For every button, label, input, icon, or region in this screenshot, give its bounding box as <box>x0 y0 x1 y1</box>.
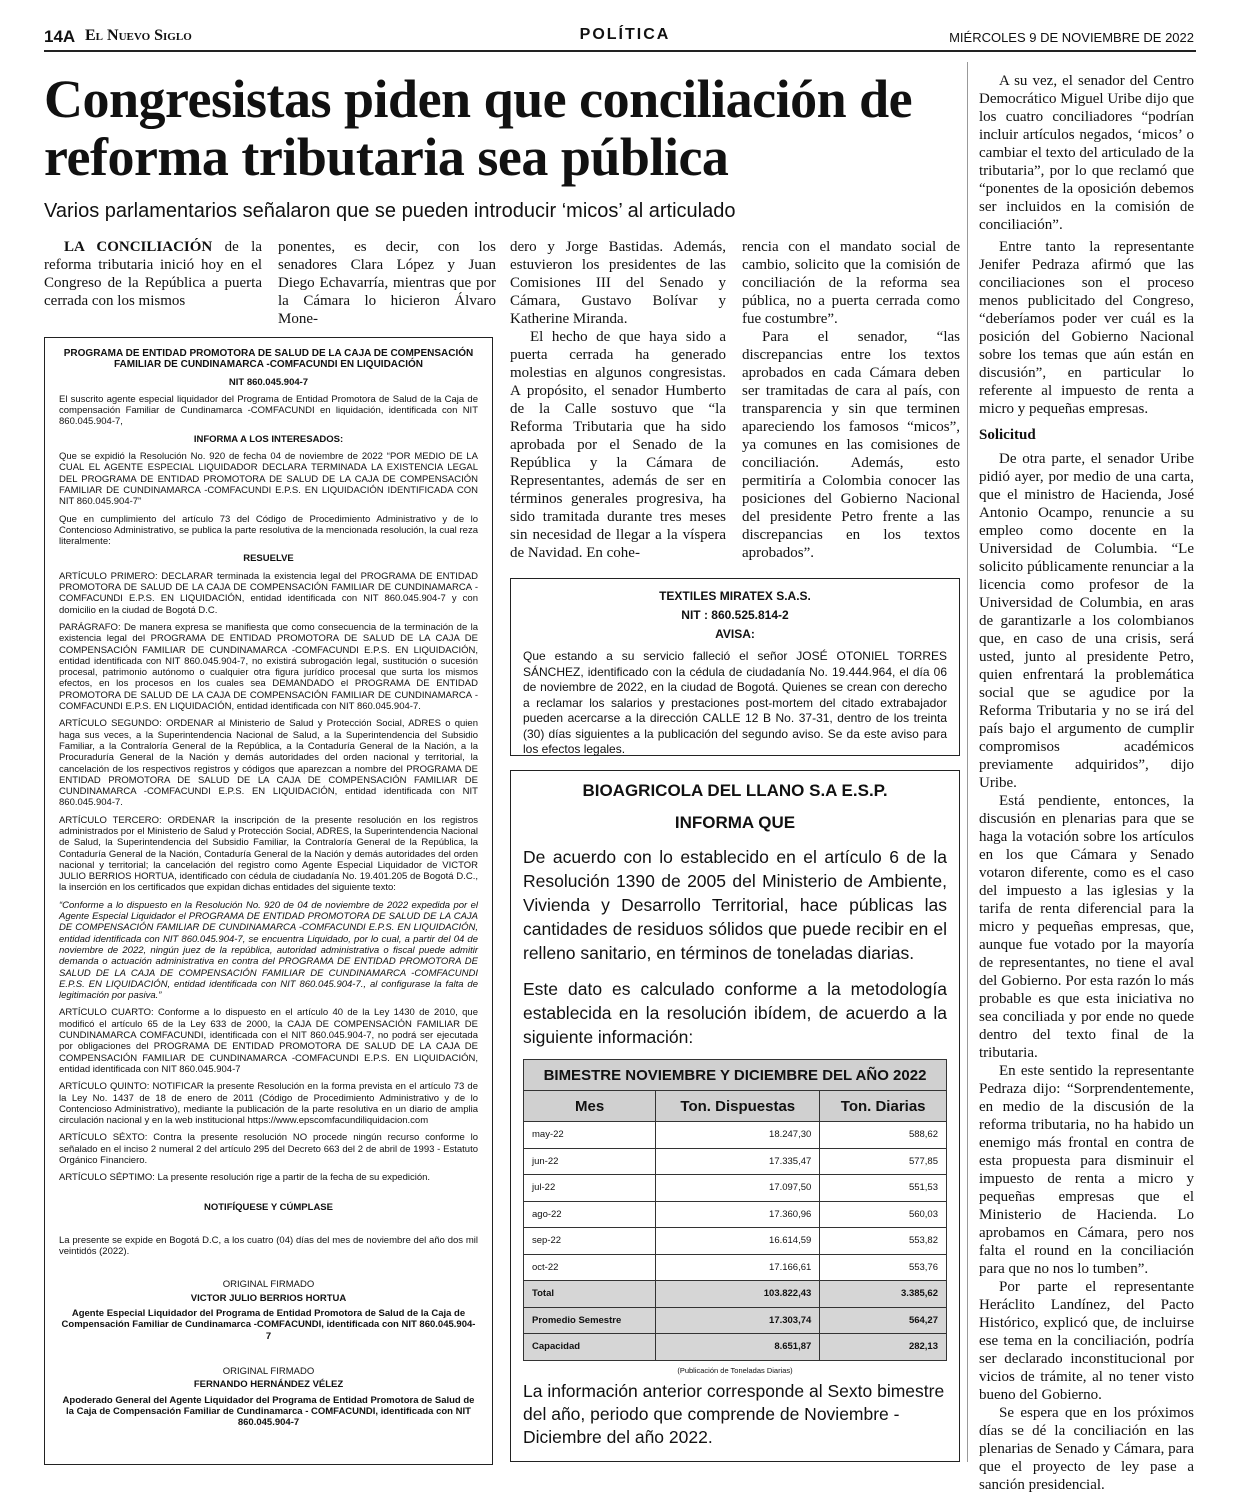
notice1-art6: ARTÍCULO SÉXTO: Contra la presente resolución NO procede ningún recurso conforme lo señalado en el inciso 2 numeral 2 del artículo 295 del Decreto 663 del 2 de abril de 1993 - Estatuto Orgánico Financiero. <box>59 1132 478 1166</box>
article-col-right <box>979 72 1194 1494</box>
notice3-p3: La información anterior corresponde al Sexto bimestre del año, periodo que comprende de Noviembre - Diciembre del año 2022. <box>523 1380 945 1447</box>
table-title: BIMESTRE NOVIEMBRE Y DICIEMBRE DEL AÑO 2022 <box>524 1060 947 1091</box>
notice1-art2: ARTÍCULO SEGUNDO: ORDENAR al Ministerio de Salud y Protección Social, ADRES o quien haga sus veces, a la Superintendencia Nacional de Salud, a la Superintendencia del Subsidio Familiar, a la Contraloría General de la República, a la Contaduría General de la Nación, a la Procuraduría General de la Nación y demás autoridades del orden nacional y territorial, la cancelación de los respectivos registros y códigos que aparezcan a nombre del PROGRAMA DE ENTIDAD PROMOTORA DE SALUD DE LA CAJA DE COMPENSACIÓN FAMILIAR DE CUNDINAMARCA -COMFACUNDI E.P.S. EN LIQUIDACIÓN, entidad identificada con NIT 860.045.904-7. <box>59 718 478 809</box>
notice1-art3: ARTÍCULO TERCERO: ORDENAR la inscripción de la presente resolución en los registros administrados por el Ministerio de Salud y Protección Social, ADRES, la Superintendencia Nacional de Salud, la Superintendencia del Subsidio Familiar, la Contraloría General de la República, la Contaduría General de la Nación, Contaduría General de la Nación y demás autoridades del orden nacional y territorial; la cancelación del registro como Agente Especial Liquidador de VICTOR JULIO BERRIOS HORTUA, identificado con cédula de ciudadanía No. 19.401.205 de Bogotá D.C., la inserción en los certificados que expidan dichas entidades del siguiente texto: <box>59 814 478 894</box>
table-row-capacidad: Capacidad 8.651,87 282,13 <box>524 1334 947 1361</box>
signatory-2-role: Apoderado General del Agente Liquidador del Programa de Entidad Promotora de Salud de la Caja de Compensación Familiar de Cundinamarca - COMFACUNDI, identificada con NIT 860.045.904-7 <box>62 1394 475 1429</box>
notice1-art5: ARTÍCULO QUINTO: NOTIFICAR la presente Resolución en la forma prevista en el artículo 73 de la Ley No. 1437 de 18 de enero de 2011 (Código de Procedimiento Administrativo y de lo Contencioso Administrativo), mediante la publicación de la parte resolutiva en un diario de amplia circulación nacional y en la web institucional https://www.epscomfacundiliquidacion.com <box>59 1081 478 1127</box>
article-col-4 <box>742 238 960 562</box>
col4-p1: rencia con el mandato social de cambio, solicito que la comisión de conciliación de la reforma sea pública, no a puerta cerrada como fue costumbre”. <box>742 239 960 327</box>
notice3-p1: De acuerdo con lo establecido en el artículo 6 de la Resolución 1390 de 2005 del Ministerio de Ambiente, Vivienda y Desarrollo Territorial, hace públicas las cantidades de residuos sólidos que puede recibir en el relleno sanitario, en términos de toneladas diarias. <box>523 847 947 963</box>
right-p5: En este sentido la representante Pedraza dijo: “Sorprendentemente, en medio de la discusión de la reforma tributaria, no ha habido un enemigo más frontal en contra de esta propuesta para disminuir el impuesto de renta a micro y pequeñas empresas que el Ministerio de Hacienda. Lo aprobamos en Cámara, pero nos falta el round en la conciliación para que no nos lo tumben”. <box>979 1063 1194 1277</box>
table-row-total: Total 103.822,43 3.385,62 <box>524 1281 947 1308</box>
article-title: Congresistas piden que conciliación de reforma tributaria sea pública <box>44 69 913 187</box>
article-col-2 <box>278 238 496 328</box>
issue-date: MIÉRCOLES 9 DE NOVIEMBRE DE 2022 <box>949 30 1194 45</box>
notice2-company: TEXTILES MIRATEX S.A.S. <box>659 589 811 603</box>
notice1-nit: NIT 860.045.904-7 <box>228 376 309 388</box>
notice2-body: Que estando a su servicio falleció el señor JOSÉ OTONIEL TORRES SÁNCHEZ, identificado con la cédula de ciudadanía No. 19.444.964, el día 06 de noviembre de 2022, en la ciudad de Bogotá. Quienes se crean con derecho a reclamar los salarios y prestaciones post-mortem del citado extrabajador pueden acercarse a la dirección CALLE 12 B No. 37-31, dentro de los treinta (30) días siguientes a la publicación del segundo aviso. Se da este aviso para los efectos legales. <box>523 649 947 756</box>
col4-p2: Para el senador, “las discrepancias entre los textos aprobados en cada Cámara deben ser tramitadas de cara al país, con transparencia y sin que terminen apareciendo los famosos “micos”, ya comunes en las comisiones de conciliación. Además, esto permitiría a Colombia conocer las posiciones del Gobierno Nacional del presidente Petro frente a las discrepancias en los textos aprobados”. <box>742 329 960 561</box>
notice1-informa: INFORMA A LOS INTERESADOS: <box>193 433 344 445</box>
col3-p2: El hecho de que haya sido a puerta cerrada ha generado molestias en algunos congresistas. A propósito, el senador Humberto de la Calle sostuvo que “la Reforma Tributaria que ha sido aprobada por el Senado de la República y la Cámara de Representantes, además de ser en términos generales progresiva, ha sido tramitada durante tres meses sin necesidad de llegar a la víspera de Navidad. En cohe- <box>510 329 726 561</box>
col1-text: de la reforma tributaria inició hoy en el Congreso de la República a puerta cerrada con los mismos <box>44 239 263 309</box>
signatory-1-name: VICTOR JULIO BERRIOS HORTUA <box>190 1292 347 1304</box>
notice1-art1: ARTÍCULO PRIMERO: DECLARAR terminada la existencia legal del PROGRAMA DE ENTIDAD PROMOTORA DE SALUD DE LA CAJA DE COMPENSACIÓN FAMILIAR DE CUNDINAMARCA -COMFACUNDI E.P.S. EN LIQUIDACIÓN, entidad identificada con NIT 860.045.904-7 y con domicilio en la ciudad de Bogotá D.C. <box>59 570 478 616</box>
right-p6: Por parte el representante Heráclito Landínez, del Pacto Histórico, explicó que, de incluirse ese tema en la conciliación, podría ser declarado inconstitucional por vicios de trámite, al no tener visto bueno del Gobierno. <box>979 1279 1194 1403</box>
lead-cap: LA CONCILIACIÓN <box>64 239 213 255</box>
notice1-quote: “Conforme a lo dispuesto en la Resolución No. 920 de 04 de noviembre de 2022 expedida por el Agente Especial Liquidador el PROGRAMA DE ENTIDAD PROMOTORA DE SALUD DE LA CAJA DE COMPENSACIÓN FAMILIAR DE CUNDINAMARCA -COMFACUNDI E.P.S. EN LIQUIDACIÓN, entidad identificada con NIT 860.045.904-7, se encuentra Liquidado, por lo cual, a partir del 04 de noviembre de 2022, ningún juez de la república, autoridad administrativa o fiscal puede admitir demanda o actuación administrativa en contra del PROGRAMA DE ENTIDAD PROMOTORA DE SALUD DE LA CAJA DE COMPENSACIÓN FAMILIAR DE CUNDINAMARCA -COMFACUNDI E.P.S. EN LIQUIDACIÓN, entidad identificada con NIT 860.045.904-7., al configurase la falta de legitimación por pasiva.” <box>59 899 478 1002</box>
notice1-notifiquese: NOTIFÍQUESE Y CÚMPLASE <box>204 1201 333 1213</box>
col2-text: ponentes, es decir, con los senadores Clara López y Juan Diego Echavarría, mientras que por la Cámara lo hicieron Álvaro Mone- <box>278 239 496 327</box>
legal-notice-comfacundi <box>44 337 493 1465</box>
notice3-informa: INFORMA QUE <box>674 813 796 832</box>
notice3-p2: Este dato es calculado conforme a la metodología establecida en la resolución ibídem, de acuerdo a la siguiente información: <box>523 979 947 1047</box>
page-number: 14A <box>44 27 76 46</box>
header-rule <box>44 50 1196 52</box>
col3-p1: dero y Jorge Bastidas. Además, estuvieron los presidentes de las Comisiones III del Senado y Cámara, Gustavo Bolívar y Katherine Miranda. <box>510 239 726 327</box>
right-p4: Está pendiente, entonces, la discusión en plenarias para que se haga la votación sobre los artículos en los que Cámara y Senado votaron diferente, como es el caso del impuesto a las iglesias y la tarifa de renta diferencial para la micro y pequeñas empresas, que, aunque fue votado por la mayoría de representantes, no tiene el aval del Gobierno. Por esta razón lo más probable es que esta iniciativa no sea conciliada y por ende no quede dentro del texto final de la tributaria. <box>979 793 1194 1061</box>
table-row: oct-22 17.166,61 553,76 <box>524 1254 947 1281</box>
table-row-promedio: Promedio Semestre 17.303,74 564,27 <box>524 1307 947 1334</box>
right-p7: Se espera que en los próximos días se dé la conciliación en las plenarias de Senado y Cámara, para que el proyecto de ley pase a sanción presidencial. <box>979 1405 1194 1493</box>
right-p3: De otra parte, el senador Uribe pidió ayer, por medio de una carta, que el ministro de Hacienda, José Antonio Ocampo, renuncie a su empleo como docente en la Universidad de Columbia. “Le solicito públicamente renunciar a la licencia como profesor de la Universidad de Columbia, en aras de garantizarle a los colombianos que, en caso de una crisis, será usted, junto al presidente Petro, quien enfrentará la problemática social que se agudice por la Reforma Tributaria y no se irá del país bajo el argumento de cumplir compromisos académicos previamente adquiridos”, dijo Uribe. <box>979 451 1194 791</box>
table-row: sep-22 16.614,59 553,82 <box>524 1228 947 1255</box>
right-p2: Entre tanto la representante Jenifer Pedraza afirmó que las conciliaciones son el proceso menos publicitado del Congreso, “deberíamos poder ver cuál es la posición del Gobierno Nacional sobre los temas que aún están en discusión”, en particular lo referente al impuesto de renta a micro y pequeñas empresas. <box>979 239 1194 417</box>
notice1-p2: Que en cumplimiento del artículo 73 del Código de Procedimiento Administrativo y de lo Contencioso Administrativo, se publica la parte resolutiva de la mencionada resolución, la cual reza literalmente: <box>59 513 478 548</box>
notice1-p1: Que se expidió la Resolución No. 920 de fecha 04 de noviembre de 2022 “POR MEDIO DE LA CUAL EL AGENTE ESPECIAL LIQUIDADOR DECLARA TERMINADA LA EXISTENCIA LEGAL DEL PROGRAMA DE ENTIDAD PROMOTORA DE SALUD DE LA CAJA DE COMPENSACIÓN FAMILIAR DE CUNDINAMARCA -COMFACUNDI E.P.S. EN LIQUIDACIÓN IDENTIFICADA CON NIT 860.045.904-7” <box>59 451 478 508</box>
legal-notice-bioagricola <box>510 770 960 1462</box>
article-subtitle: Varios parlamentarios señalaron que se pueden introducir ‘micos’ al articulado <box>44 200 736 222</box>
notice2-avisa: AVISA: <box>715 627 755 641</box>
notice1-art4: ARTÍCULO CUARTO: Conforme a lo dispuesto en el artículo 40 de la Ley 1430 de 2010, que modificó el artículo 65 de la Ley 633 de 2000, la CAJA DE COMPENSACIÓN FAMILIAR DE CUNDINAMARCA COMFACUNDI, identificada con el NIT 860.045.904-7, no podrá ser ejecutada por obligaciones del PROGRAMA DE ENTIDAD PROMOTORA DE SALUD DE LA CAJA DE COMPENSACIÓN FAMILIAR DE CUNDINAMARCA -COMFACUNDI E.P.S. EN LIQUIDACIÓN, entidad identificada con NIT 860.045.904-7 <box>59 1007 478 1075</box>
notice1-resuelve: RESUELVE <box>243 553 294 565</box>
subhead-solicitud: Solicitud <box>979 427 1036 443</box>
article-col-3 <box>510 238 726 562</box>
section-name: POLÍTICA <box>579 26 671 43</box>
column-divider <box>967 62 968 1462</box>
notice1-expide: La presente se expide en Bogotá D.C, a los cuatro (04) días del mes de noviembre del año dos mil veintidós (2022). <box>59 1234 478 1258</box>
notice2-nit: NIT : 860.525.814-2 <box>681 608 789 622</box>
signatory-2-name: FERNANDO HERNÁNDEZ VÉLEZ <box>193 1379 344 1391</box>
legal-notice-miratex <box>510 578 960 756</box>
tonnage-table <box>523 1059 947 1361</box>
table-row: jun-22 17.335,47 577,85 <box>524 1148 947 1175</box>
notice1-head: PROGRAMA DE ENTIDAD PROMOTORA DE SALUD DE LA CAJA DE COMPENSACIÓN FAMILIAR DE CUNDINAMARCA -COMFACUNDI EN LIQUIDACIÓN <box>63 348 474 371</box>
notice1-original-1: ORIGINAL FIRMADO <box>222 1279 315 1291</box>
notice3-company: BIOAGRICOLA DEL LLANO S.A E.S.P. <box>582 781 888 800</box>
col-header-dispuestas: Ton. Dispuestas <box>656 1091 820 1122</box>
table-note: (Publicación de Toneladas Diarias) <box>677 1365 793 1375</box>
notice1-art7: ARTÍCULO SÉPTIMO: La presente resolución rige a partir de la fecha de su expedición. <box>59 1172 431 1184</box>
right-p1: A su vez, el senador del Centro Democrático Miguel Uribe dijo que los cuatro conciliadores “podrían incluir artículos negados, ‘micos’ o cambiar el texto del articulado de la tributaria”, por lo que reclamó que “ponentes de la oposición debemos ser incluidos en la comisión de conciliación”. <box>979 73 1194 233</box>
table-row: may-22 18.247,30 588,62 <box>524 1122 947 1149</box>
col-header-diarias: Ton. Diarias <box>820 1091 947 1122</box>
table-row: ago-22 17.360,96 560,03 <box>524 1201 947 1228</box>
notice1-original-2: ORIGINAL FIRMADO <box>222 1365 315 1377</box>
signatory-1-role: Agente Especial Liquidador del Programa de Entidad Promotora de Salud de la Caja de Compensación Familiar de Cundinamarca -COMFACUNDI, identificada con NIT 860.045.904-7 <box>61 1308 476 1342</box>
col-header-mes: Mes <box>524 1091 656 1122</box>
masthead: El Nuevo Siglo <box>85 27 192 44</box>
article-col-1 <box>44 238 262 310</box>
table-row: jul-22 17.097,50 551,53 <box>524 1175 947 1202</box>
notice1-paragrafo: PARÁGRAFO: De manera expresa se manifiesta que como consecuencia de la terminación de la existencia legal del PROGRAMA DE ENTIDAD PROMOTORA DE SALUD DE LA CAJA DE COMPENSACIÓN FAMILIAR DE CUNDINAMARCA -COMFACUNDI E.P.S. EN LIQUIDACIÓN, entidad identificada con NIT 860.045.904-7, no existirá subrogación legal, sustitución o sucesión procesal, patrimonio autónomo o cualquier otra figura jurídico procesal que surta los mismos efectos, en los procesos en los cuales sea DEMANDADO el PROGRAMA DE ENTIDAD PROMOTORA DE SALUD DE LA CAJA DE COMPENSACIÓN FAMILIAR DE CUNDINAMARCA -COMFACUNDI E.P.S. EN LIQUIDACIÓN, entidad identificada con NIT 860.045.904-7. <box>59 621 478 713</box>
notice1-intro: El suscrito agente especial liquidador del Programa de Entidad Promotora de Salud de la Caja de compensación Familiar de Cundinamarca -COMFACUNDI en liquidación, identificada con NIT 860.045.904-7, <box>59 393 478 428</box>
